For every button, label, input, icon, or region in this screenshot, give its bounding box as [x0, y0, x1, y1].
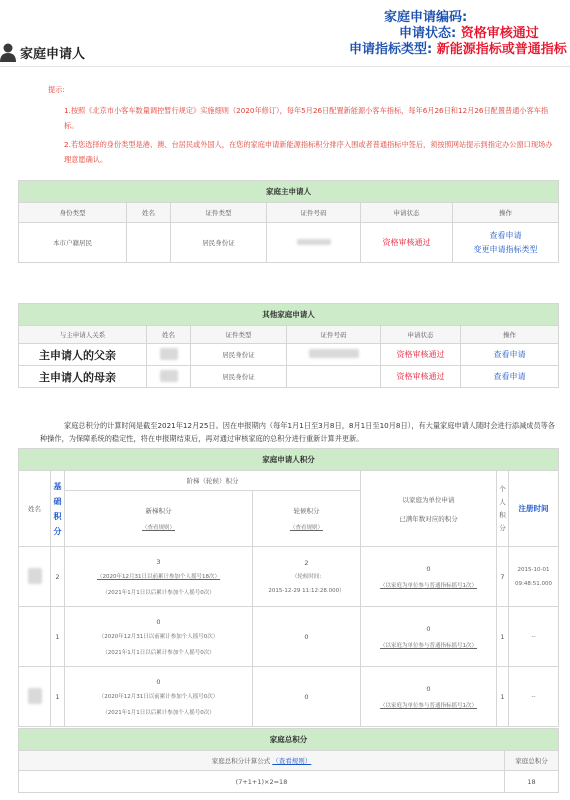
- total-header: 家庭总积分: [505, 751, 559, 771]
- col-name: 姓名: [19, 471, 51, 547]
- name-cell: [147, 366, 191, 388]
- name-cell: [19, 667, 51, 727]
- family-lottery-link[interactable]: （以家庭为单位参与普通指标摇号1次）: [379, 582, 477, 589]
- view-application-link[interactable]: 查看申请: [461, 344, 559, 366]
- personal-score-cell: 1: [497, 667, 509, 727]
- section-header: [0, 38, 570, 66]
- change-type-link[interactable]: 变更申请指标类型: [473, 244, 538, 254]
- main-applicant-title: 家庭主申请人: [19, 181, 559, 203]
- formula-cell: (7+1+1)×2=18: [19, 771, 505, 793]
- action-cell: [453, 223, 559, 263]
- col-action: 操作: [453, 203, 559, 223]
- score-note: 家庭总积分的计算时间是截至2021年12月25日。因在申报期内（每年1月1日至3月8日，8月1日至10月8日），有大量家庭申请人随时会进行添减成员等各种操作，为保障系统的稳定性，将在申报期结束后，再对通过审核家庭的总积分进行重新计算并更新。: [40, 421, 556, 443]
- table-row: [19, 223, 559, 263]
- col-new-step: 新梯积分 （查看规则）: [65, 491, 253, 547]
- cert-no-cell: [287, 366, 381, 388]
- notice-title: 提示:: [48, 85, 65, 94]
- cert-type-cell: 居民身份证: [191, 344, 287, 366]
- table-row: [19, 607, 559, 667]
- col-cert-type: 证件类型: [171, 203, 267, 223]
- col-status: 申请状态: [361, 203, 453, 223]
- col-register-time: 注册时间: [509, 471, 559, 547]
- col-relation: 与主申请人关系: [19, 326, 147, 344]
- redacted-mark: [160, 370, 178, 382]
- personal-score-cell: 1: [497, 607, 509, 667]
- status-cell: 资格审核通过: [381, 366, 461, 388]
- family-unit-cell: 0 （以家庭为单位参与普通指标摇号1次）: [361, 607, 497, 667]
- redacted-mark: [160, 348, 178, 360]
- col-personal-score: 个 人 积 分: [497, 471, 509, 547]
- base-score-cell: 2: [51, 547, 65, 607]
- redacted-mark: [28, 568, 42, 584]
- notice-block: [48, 82, 558, 167]
- other-applicants-table: [18, 303, 559, 388]
- notice-line-1: 1.按照《北京市小客车数量调控暂行规定》实施细则（2020年修订），每年5月26日配置新能源小客车指标，每年6月26日和12月26日配置普通小客车指标。: [64, 106, 549, 130]
- table-row: [19, 771, 559, 793]
- family-lottery-link[interactable]: （以家庭为单位参与普通指标摇号1次）: [379, 642, 477, 649]
- col-cert-type: 证件类型: [191, 326, 287, 344]
- col-action: 操作: [461, 326, 559, 344]
- col-cert-no: 证件号码: [267, 203, 361, 223]
- page-title: 家庭申请人: [20, 47, 86, 62]
- table-row: [19, 667, 559, 727]
- base-score-cell: 1: [51, 667, 65, 727]
- col-identity: 身份类型: [19, 203, 127, 223]
- formula-header: 家庭总积分计算公式 （查看规则）: [19, 751, 505, 771]
- score-table-title: 家庭申请人积分: [19, 449, 559, 471]
- view-rule-link[interactable]: （查看规则）: [289, 525, 323, 531]
- main-applicant-table: [18, 180, 559, 263]
- cert-type-cell: 居民身份证: [171, 223, 267, 263]
- lottery-count-link[interactable]: （2020年12月31日以前累计参加个人摇号18次）: [97, 573, 220, 580]
- score-table: [18, 448, 559, 727]
- col-cert-no: 证件号码: [287, 326, 381, 344]
- name-cell: [127, 223, 171, 263]
- notice-line-2: 2.若您选择的身份类型是港、澳、台居民或外国人，在您的家庭申请新能源指标积分排序入围或者普通指标中签后，须按照网站提示到指定办公窗口现场办理意愿确认。: [64, 140, 553, 164]
- relation-cell: 主申请人的母亲: [19, 366, 147, 388]
- identity-cell: 本市户籍居民: [19, 223, 127, 263]
- wait-cell: 2 （轮候时间: 2015-12-29 11:12:28.000）: [253, 547, 361, 607]
- redacted-mark: [28, 688, 42, 704]
- redacted-mark: [309, 349, 359, 358]
- total-title: 家庭总积分: [19, 729, 559, 751]
- view-application-link[interactable]: 查看申请: [461, 366, 559, 388]
- application-status: 申请状态: 资格审核通过: [399, 26, 539, 41]
- register-time-cell: 2015-10-01 09:48:51.000: [509, 547, 559, 607]
- base-score-cell: 1: [51, 607, 65, 667]
- col-base-score: 基 础 积 分: [51, 471, 65, 547]
- new-step-cell: 0 （2020年12月31日以前累计参加个人摇号0次） （2021年1月1日以后累计参加个人摇号0次）: [65, 667, 253, 727]
- view-application-link[interactable]: 查看申请: [489, 230, 522, 240]
- total-score-table: [18, 728, 559, 793]
- view-rule-link[interactable]: （查看规则）: [141, 525, 175, 531]
- new-step-cell: 3 （2020年12月31日以前累计参加个人摇号18次） （2021年1月1日以后累计参加个人摇号0次）: [65, 547, 253, 607]
- table-row: [19, 547, 559, 607]
- name-cell: [147, 344, 191, 366]
- user-icon: [0, 42, 16, 62]
- cert-no-cell: [287, 344, 381, 366]
- wait-cell: 0: [253, 607, 361, 667]
- name-cell: [19, 547, 51, 607]
- personal-score-cell: 7: [497, 547, 509, 607]
- family-lottery-link[interactable]: （以家庭为单位参与普通指标摇号1次）: [379, 702, 477, 709]
- indicator-type: 申请指标类型: 新能源指标或普通指标: [349, 42, 567, 57]
- relation-cell: 主申请人的父亲: [19, 344, 147, 366]
- family-unit-cell: 0 （以家庭为单位参与普通指标摇号1次）: [361, 547, 497, 607]
- register-time-cell: --: [509, 667, 559, 727]
- total-value-cell: 18: [505, 771, 559, 793]
- col-step-score: 阶梯（轮候）积分: [65, 471, 361, 491]
- col-wait: 轮候积分 （查看规则）: [253, 491, 361, 547]
- cert-no-cell: [267, 223, 361, 263]
- other-applicants-title: 其他家庭申请人: [19, 304, 559, 326]
- col-status: 申请状态: [381, 326, 461, 344]
- col-name: 姓名: [147, 326, 191, 344]
- table-row: [19, 366, 559, 388]
- redacted-mark: [297, 239, 331, 245]
- table-row: [19, 344, 559, 366]
- name-cell: [19, 607, 51, 667]
- cert-type-cell: 居民身份证: [191, 366, 287, 388]
- col-family-unit: 以家庭为单位申请 已满年数对应的积分: [361, 471, 497, 547]
- wait-cell: 0: [253, 667, 361, 727]
- register-time-cell: --: [509, 607, 559, 667]
- application-code-label: 家庭申请编码:: [384, 10, 468, 25]
- header-divider: [0, 66, 570, 67]
- col-name: 姓名: [127, 203, 171, 223]
- view-rule-link[interactable]: （查看规则）: [272, 757, 312, 765]
- family-unit-cell: 0 （以家庭为单位参与普通指标摇号1次）: [361, 667, 497, 727]
- status-cell: 资格审核通过: [361, 223, 453, 263]
- new-step-cell: 0 （2020年12月31日以前累计参加个人摇号0次） （2021年1月1日以后累计参加个人摇号0次）: [65, 607, 253, 667]
- status-cell: 资格审核通过: [381, 344, 461, 366]
